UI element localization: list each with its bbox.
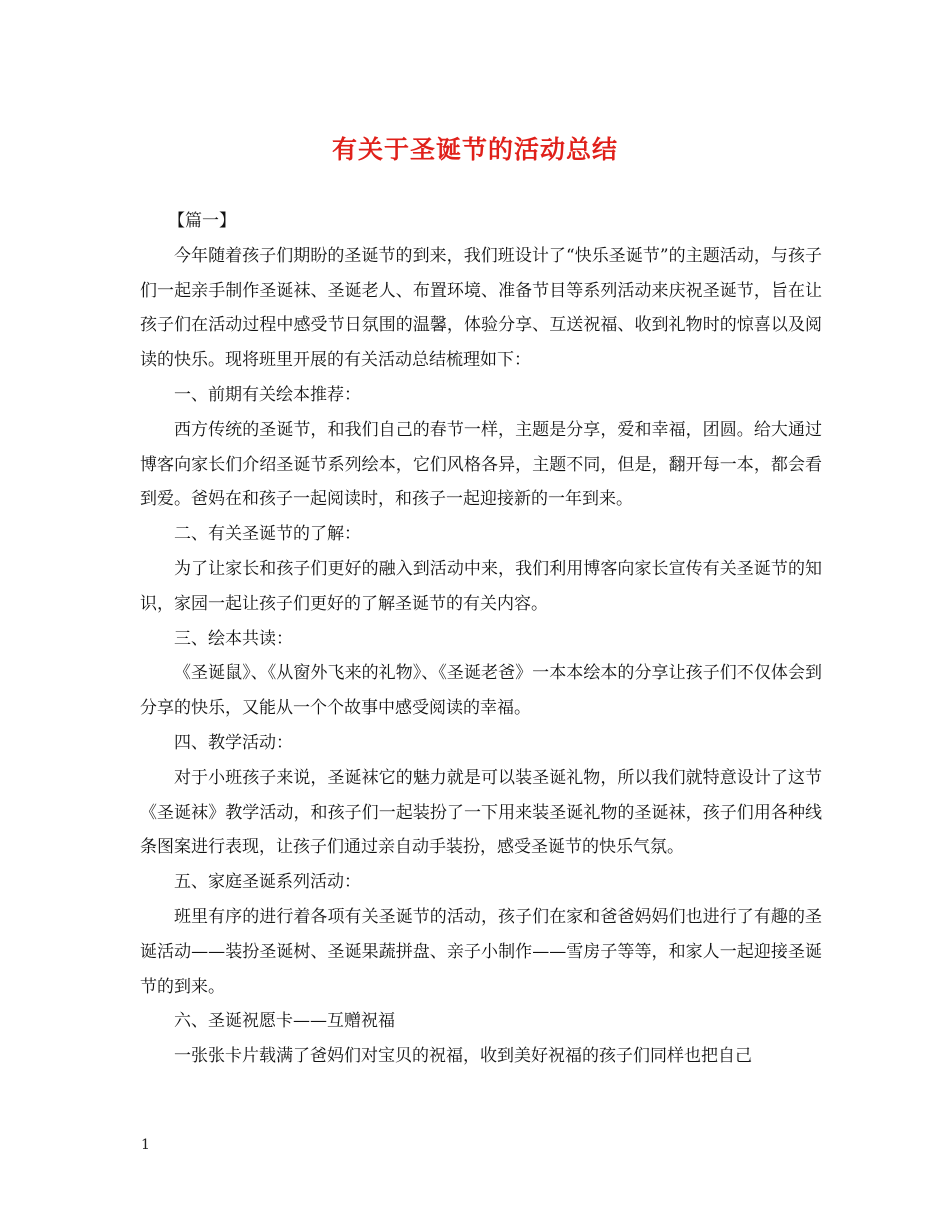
heading-shared-reading: 三、绘本共读： (174, 628, 293, 649)
paragraph-family-activities: 班里有序的进行着各项有关圣诞节的活动，孩子们在家和爸爸妈妈们也进行了有趣的圣诞活动——装扮圣诞树、圣诞果蔬拼盘、亲子小制作——雪房子等等，和家人一起迎接圣诞节的到来。 (140, 906, 822, 997)
heading-picture-book-recommendation: 一、前期有关绘本推荐： (174, 384, 361, 405)
paragraph-teaching-activity: 对于小班孩子来说，圣诞袜它的魅力就是可以装圣诞礼物，所以我们就特意设计了这节《圣诞袜》教学活动，和孩子们一起装扮了一下用来装圣诞礼物的圣诞袜，孩子们用各种线条图案进行表现，让孩子们通过亲自动手装扮，感受圣诞节的快乐气氛。 (140, 767, 822, 858)
heading-wish-cards: 六、圣诞祝愿卡——互赠祝福 (174, 1011, 395, 1032)
paragraph-shared-reading: 《圣诞鼠》、《从窗外飞来的礼物》、《圣诞老爸》一本本绘本的分享让孩子们不仅体会到分享的快乐，又能从一个个故事中感受阅读的幸福。 (140, 663, 822, 719)
section-marker: 【篇一】 (168, 211, 236, 231)
paragraph-picture-book-recommendation: 西方传统的圣诞节，和我们自己的春节一样，主题是分享，爱和幸福，团圆。给大通过博客向家长们介绍圣诞节系列绘本，它们风格各异，主题不同，但是，翻开每一本，都会看到爱。爸妈在和孩子一起阅读时，和孩子一起迎接新的一年到来。 (140, 419, 822, 510)
heading-teaching-activity: 四、教学活动： (174, 732, 293, 753)
document-body (140, 204, 822, 1074)
paragraph-christmas-understanding: 为了让家长和孩子们更好的融入到活动中来，我们利用博客向家长宣传有关圣诞节的知识，家园一起让孩子们更好的了解圣诞节的有关内容。 (140, 558, 822, 614)
heading-family-activities: 五、家庭圣诞系列活动： (174, 872, 361, 893)
paragraph-wish-cards: 一张张卡片载满了爸妈们对宝贝的祝福，收到美好祝福的孩子们同样也把自己 (174, 1046, 752, 1067)
page-number: 1 (141, 1137, 150, 1153)
intro-paragraph: 今年随着孩子们期盼的圣诞节的到来，我们班设计了“快乐圣诞节”的主题活动，与孩子们一起亲手制作圣诞袜、圣诞老人、布置环境、准备节目等系列活动来庆祝圣诞节，旨在让孩子们在活动过程中感受节日氛围的温馨，体验分享、互送祝福、收到礼物时的惊喜以及阅读的快乐。现将班里开展的有关活动总结梳理如下： (140, 245, 822, 371)
heading-christmas-understanding: 二、有关圣诞节的了解： (174, 524, 361, 545)
document-title: 有关于圣诞节的活动总结 (331, 135, 618, 164)
